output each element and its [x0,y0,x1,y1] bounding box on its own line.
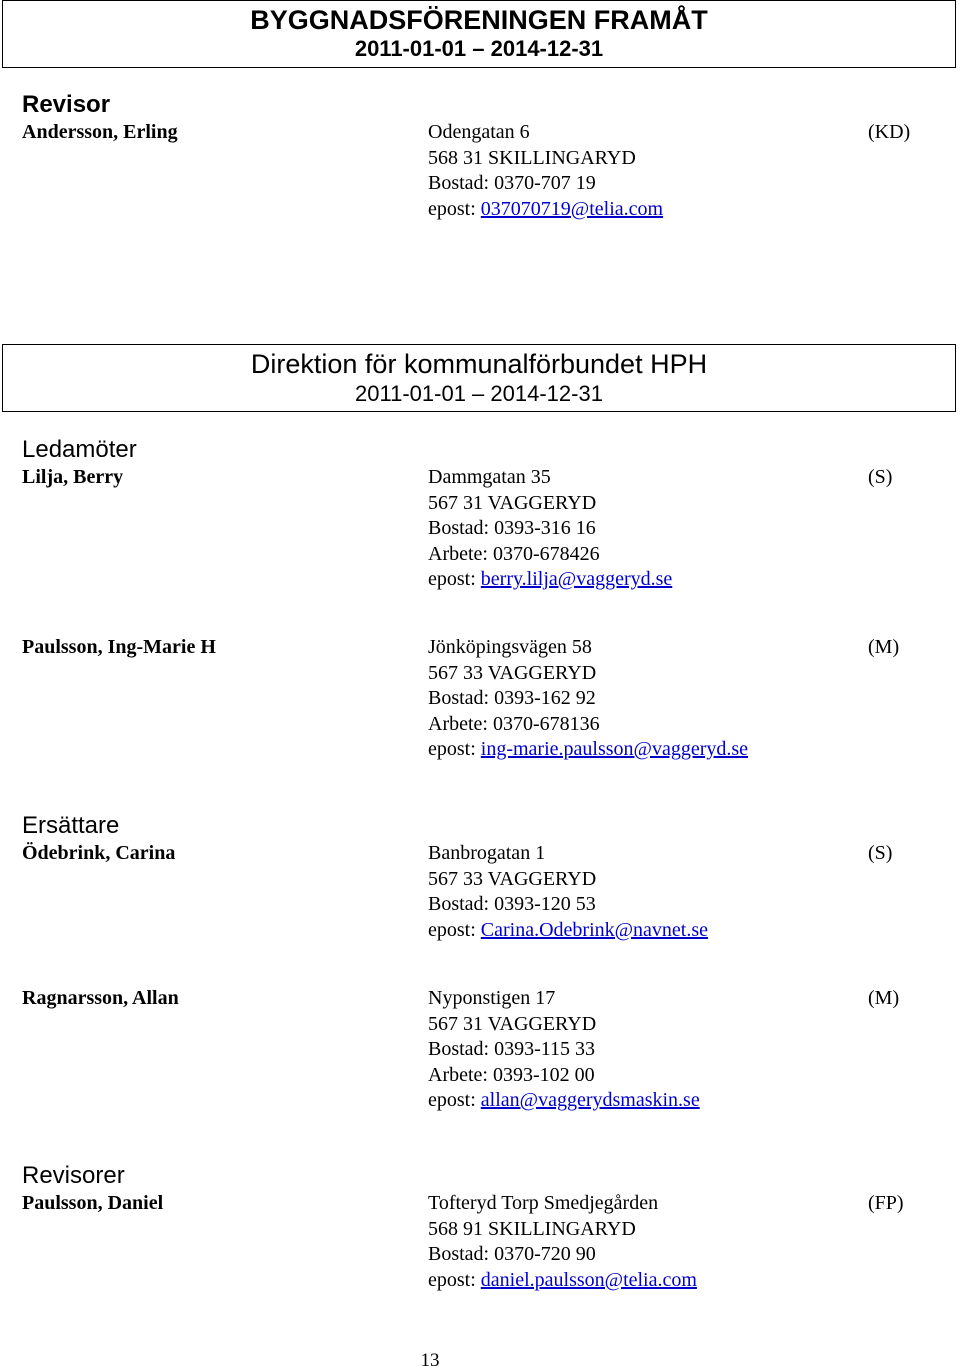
home-phone: Bostad: 0370-720 90 [428,1243,596,1265]
party-badge: (S) [868,842,893,864]
street: Dammgatan 35 [428,466,551,488]
email-label: epost: [428,1089,481,1111]
work-phone: Arbete: 0370-678136 [428,712,600,735]
postal: 567 31 VAGGERYD [428,1012,597,1035]
party-badge: (FP) [868,1192,904,1214]
home-phone: Bostad: 0370-707 19 [428,172,596,194]
entry-name: Andersson, Erling [22,121,178,143]
party-badge: (KD) [868,121,911,143]
home-phone: Bostad: 0393-115 33 [428,1038,596,1060]
header-title: Direktion för kommunalförbundet HPH [250,349,708,379]
email-link[interactable]: 037070719@telia.com [480,197,664,220]
email-link[interactable]: ing-marie.paulsson@vaggeryd.se [480,738,749,760]
entry-name: Paulsson, Ing-Marie H [22,636,216,658]
header-box-direktion [2,344,956,412]
work-phone: Arbete: 0393-102 00 [428,1063,595,1086]
home-phone: Bostad: 0393-120 53 [428,893,596,915]
postal: 567 33 VAGGERYD [428,867,597,890]
section-heading-ersattare: Ersättare [22,812,120,839]
section-heading-revisor: Revisor [22,91,111,118]
email-line [428,1268,697,1294]
email-link[interactable]: Carina.Odebrink@navnet.se [480,918,709,941]
email-label: epost: [428,738,481,760]
entry-address [428,635,748,763]
page-number: 13 [420,1350,440,1371]
header-period: 2011-01-01 – 2014-12-31 [355,381,603,406]
work-phone: Arbete: 0370-678426 [428,542,600,565]
street: Nyponstigen 17 [428,987,556,1009]
email-line [428,1088,700,1114]
postal: 567 31 VAGGERYD [428,491,597,514]
party-badge: (M) [868,636,900,658]
entry-address [428,841,708,943]
section-heading-revisorer: Revisorer [22,1162,125,1189]
header-period: 2011-01-01 – 2014-12-31 [354,36,604,61]
postal: 567 33 VAGGERYD [428,661,597,684]
email-link[interactable]: allan@vaggerydsmaskin.se [480,1089,700,1111]
email-label: epost: [428,1268,481,1291]
email-label: epost: [428,918,481,941]
entry-name: Paulsson, Daniel [22,1192,164,1214]
party-badge: (S) [868,466,893,488]
postal: 568 31 SKILLINGARYD [428,146,636,169]
entry-name: Lilja, Berry [22,466,124,488]
street: Jönköpingsvägen 58 [428,636,592,658]
entry-name: Ragnarsson, Allan [22,987,179,1009]
email-link[interactable]: berry.lilja@vaggeryd.se [480,568,673,590]
header-box-byggnadsforeningen [2,0,956,68]
header-title: BYGGNADSFÖRENINGEN FRAMÅT [250,5,708,35]
email-line [428,197,663,223]
email-line [428,918,708,944]
home-phone: Bostad: 0393-162 92 [428,687,596,709]
entry-address [428,986,700,1114]
street: Odengatan 6 [428,121,530,143]
postal: 568 91 SKILLINGARYD [428,1217,636,1240]
email-link[interactable]: daniel.paulsson@telia.com [480,1268,697,1291]
entry-address [428,120,663,222]
email-label: epost: [428,568,481,590]
street: Banbrogatan 1 [428,842,546,864]
street: Tofteryd Torp Smedjegården [428,1192,659,1214]
home-phone: Bostad: 0393-316 16 [428,517,596,539]
party-badge: (M) [868,987,900,1009]
email-label: epost: [428,197,481,220]
email-line [428,737,748,763]
section-heading-ledamoter: Ledamöter [22,436,137,463]
entry-address [428,465,672,593]
entry-name: Ödebrink, Carina [22,842,176,864]
email-line [428,567,672,593]
entry-address [428,1191,697,1293]
